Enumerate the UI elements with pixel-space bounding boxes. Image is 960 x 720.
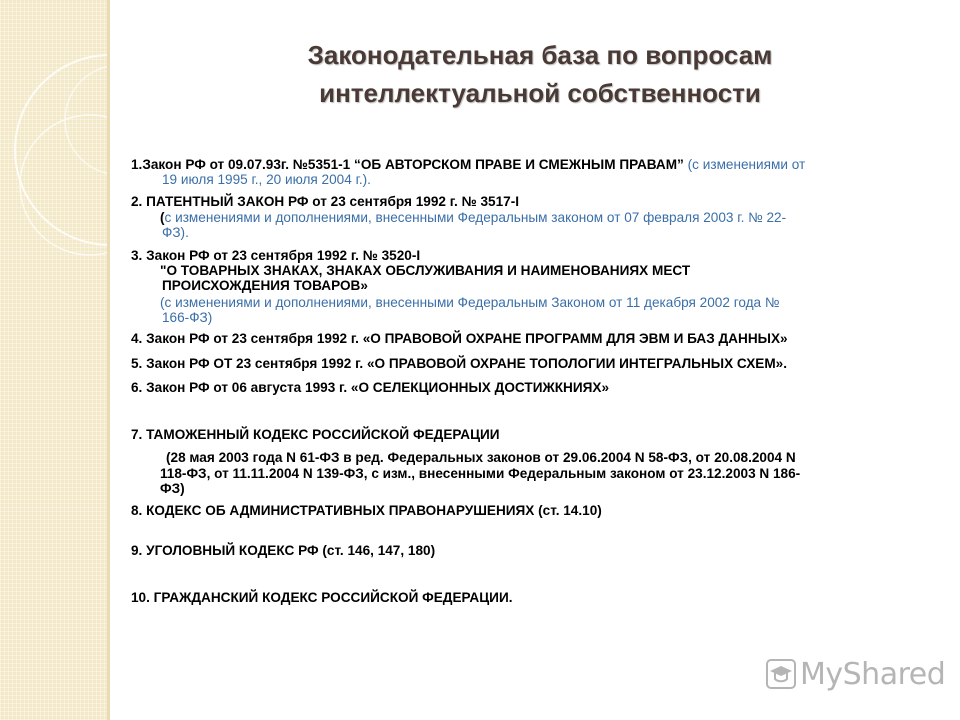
sidebar-circles-decoration — [0, 0, 107, 720]
item-5: 5. Закон РФ ОТ 23 сентября 1992 г. «О ПРАВОВОЙ ОХРАНЕ ТОПОЛОГИИ ИНТЕГРАЛЬНЫХ СХЕМ». — [131, 356, 788, 371]
item-3-title: 3. Закон РФ от 23 сентября 1992 г. № 3520-I — [131, 248, 421, 263]
item-1-title: 1.Закон РФ от 09.07.93г. №5351-1 “ОБ АВТОРСКОМ ПРАВЕ И СМЕЖНЫМ ПРАВАМ” — [131, 157, 684, 172]
item-1-line-1 — [131, 157, 805, 172]
item-10: 10. ГРАЖДАНСКИЙ КОДЕКС РОССИЙСКОЙ ФЕДЕРАЦИИ. — [131, 590, 513, 605]
watermark — [766, 656, 945, 692]
item-7-title: 7. ТАМОЖЕННЫЙ КОДЕКС РОССИЙСКОЙ ФЕДЕРАЦИИ — [131, 427, 500, 442]
item-9: 9. УГОЛОВНЫЙ КОДЕКС РФ (ст. 146, 147, 180) — [131, 543, 436, 558]
decorative-sidebar — [0, 0, 107, 720]
item-2-line-2 — [160, 210, 786, 225]
mortarboard-icon — [766, 659, 796, 689]
item-3-note-cont: 166-ФЗ) — [162, 310, 213, 325]
item-7-note-3: ФЗ) — [160, 481, 185, 496]
item-2-note-cont: ФЗ). — [162, 225, 189, 240]
item-3-name-2: ПРОИСХОЖДЕНИЯ ТОВАРОВ» — [162, 278, 368, 293]
title-line-2: интеллектуальной собственности — [319, 78, 761, 108]
title-line-1: Законодательная база по вопросам — [307, 40, 773, 70]
item-7-note-1: (28 мая 2003 года N 61-ФЗ в ред. Федеральных законов от 29.06.2004 N 58-ФЗ, от 20.08.2004 N — [166, 450, 796, 465]
item-2-note: с изменениями и дополнениями, внесенными Федеральным законом от 07 февраля 2003 г. № 22- — [164, 210, 787, 225]
item-7-note-2: 118-ФЗ, от 11.11.2004 N 139-ФЗ, с изм., внесенными Федеральным законом от 23.12.2003 N 186- — [160, 466, 801, 481]
item-2-title: 2. ПАТЕНТНЫЙ ЗАКОН РФ от 23 сентября 1992 г. № 3517-I — [131, 194, 520, 209]
item-4: 4. Закон РФ от 23 сентября 1992 г. «О ПРАВОВОЙ ОХРАНЕ ПРОГРАММ ДЛЯ ЭВМ И БАЗ ДАННЫХ» — [131, 331, 788, 346]
watermark-text: MyShared — [800, 656, 946, 692]
item-8: 8. КОДЕКС ОБ АДМИНИСТРАТИВНЫХ ПРАВОНАРУШЕНИЯХ (ст. 14.10) — [131, 503, 602, 518]
item-3-note: (с изменениями и дополнениями, внесенными Федеральным Законом от 11 декабря 2002 года № — [160, 295, 780, 310]
item-6: 6. Закон РФ от 06 августа 1993 г. «О СЕЛЕКЦИОННЫХ ДОСТИЖКНИЯХ» — [131, 380, 610, 395]
sidebar-edge — [107, 0, 110, 720]
slide-title — [240, 36, 840, 112]
item-3-name-1: "О ТОВАРНЫХ ЗНАКАХ, ЗНАКАХ ОБСЛУЖИВАНИЯ И НАИМЕНОВАНИЯХ МЕСТ — [160, 263, 691, 278]
item-2-paren: ( — [160, 210, 165, 225]
item-1-note: (с изменениями от — [683, 157, 806, 172]
item-1-note-cont: 19 июля 1995 г., 20 июля 2004 г.). — [162, 172, 371, 187]
